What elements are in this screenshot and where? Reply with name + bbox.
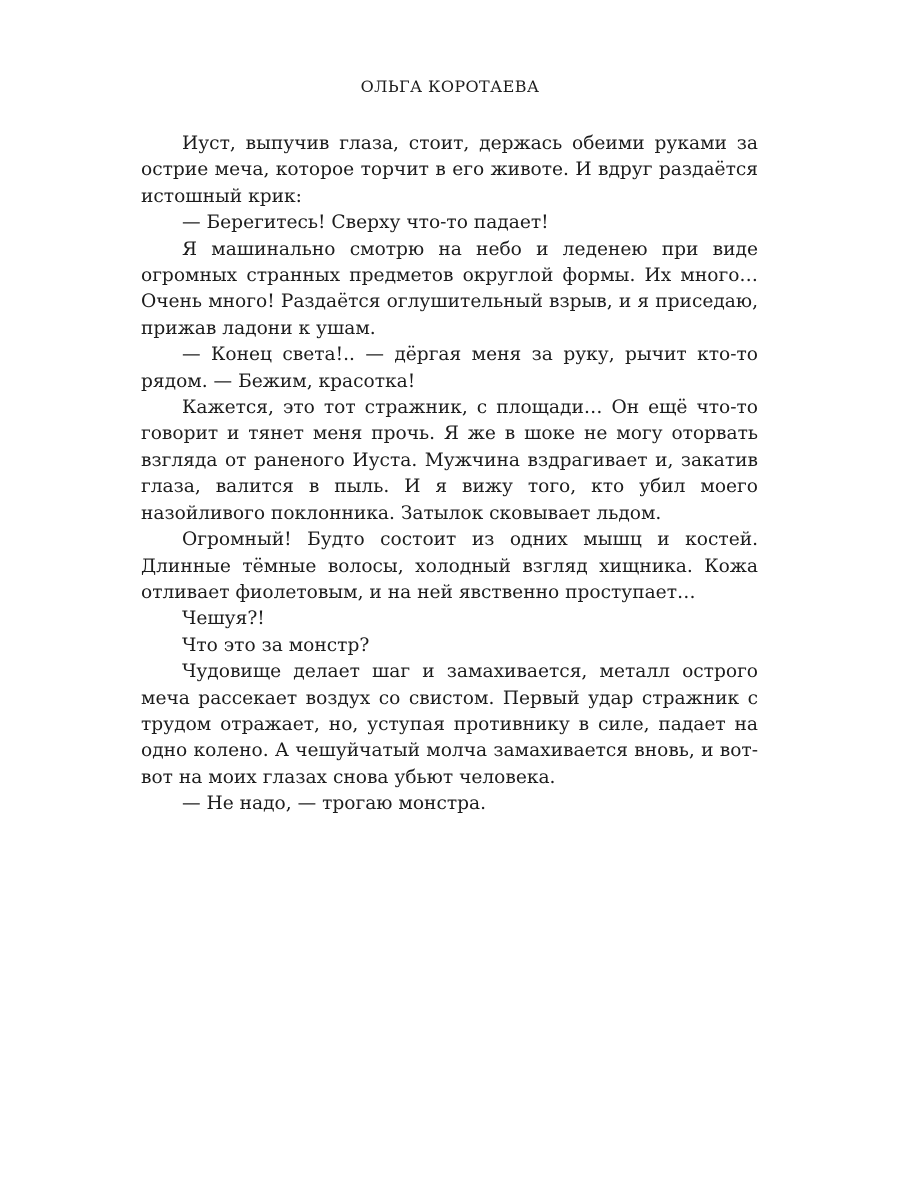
paragraph: Иуст, выпучив глаза, стоит, держась обеими руками за острие меча, которое торчит в его животе. И вдруг раздаётся истошный крик:: [141, 133, 758, 207]
paragraph: Чудовище делает шаг и замахивается, металл острого меча рассекает воздух со свистом. Первый удар стражник с трудом отражает, но, уступая противнику в силе, падает на одно колено. А чешуйчатый молча замахивается вновь, и вот-вот на моих глазах снова убьют человека.: [141, 661, 758, 788]
paragraph: Что это за монстр?: [182, 634, 370, 656]
paragraph: — Берегитесь! Сверху что-то падает!: [182, 212, 549, 234]
body-text: [141, 131, 758, 818]
paragraph: Огромный! Будто состоит из одних мышц и костей. Длинные тёмные волосы, холодный взгляд хищника. Кожа отливает фиолетовым, и на ней явственно проступает…: [141, 529, 758, 603]
paragraph: Кажется, это тот стражник, с площади… Он ещё что-то говорит и тянет меня прочь. Я же в шоке не могу оторвать взгляда от раненого Иуста. Мужчина вздрагивает и, закатив глаза, валится в пыль. И я вижу того, кто убил моего назойливого поклонника. Затылок сковывает льдом.: [141, 397, 758, 524]
paragraph: Я машинально смотрю на небо и леденею при виде огромных странных предметов округлой формы. Их много… Очень много! Раздаётся оглушительный взрыв, и я приседаю, прижав ладони к ушам.: [141, 238, 758, 339]
paragraph: Чешуя?!: [182, 608, 265, 630]
paragraph: — Конец света!.. — дёргая меня за руку, рычит кто-то рядом. — Бежим, красотка!: [141, 344, 758, 392]
paragraph: — Не надо, — трогаю монстра.: [182, 793, 487, 815]
running-head-author: ОЛЬГА КОРОТАЕВА: [360, 77, 540, 96]
